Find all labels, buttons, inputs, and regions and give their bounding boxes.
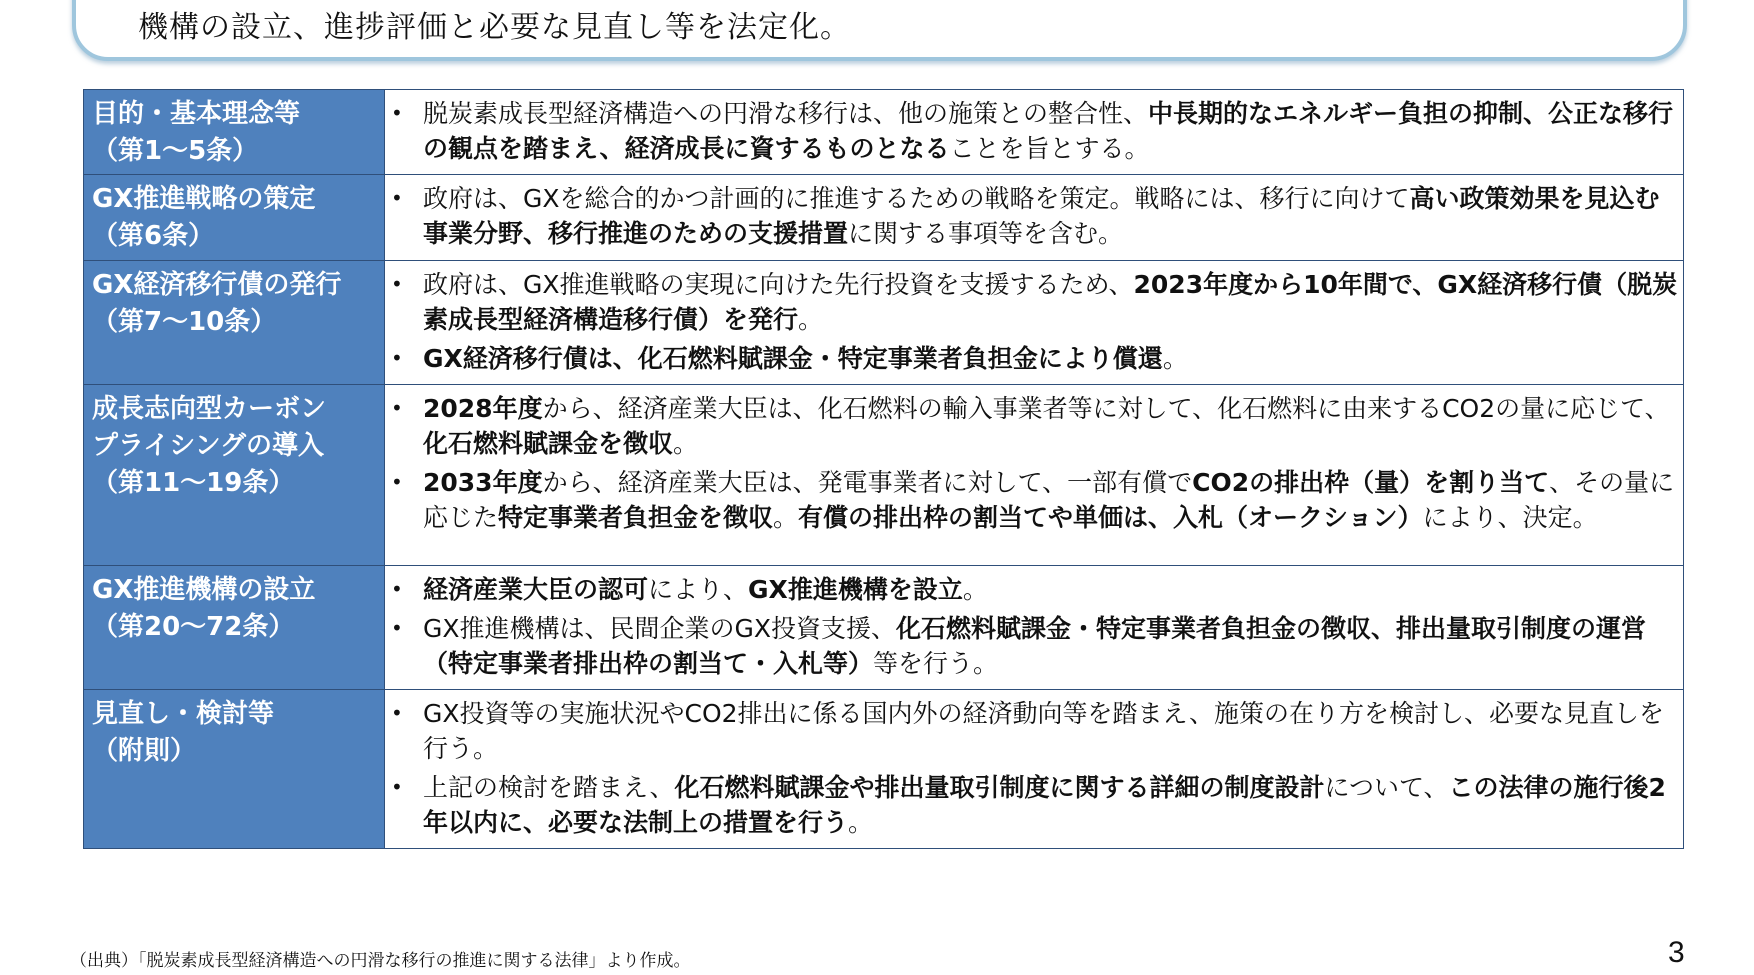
text-segment: から、経済産業大臣は、化石燃料の輸入事業者等に対して、化石燃料に由来するCO2の量に応じて、	[542, 394, 1670, 423]
bullet-list	[385, 696, 1679, 840]
table-body	[84, 90, 1684, 849]
row-title: 見直し・検討等	[92, 699, 275, 729]
bold-text-segment: 中長期的なエネルギー負担の抑制、公正な移行の観点を踏まえ、経済成長に資するものとなる	[423, 99, 1674, 163]
bold-text-segment: 2028年度	[423, 394, 543, 423]
bullet-list	[385, 96, 1679, 166]
text-segment: 政府は、GX推進戦略の実現に向けた先行投資を支援するため、	[423, 270, 1134, 299]
text-segment: 。	[1162, 344, 1188, 373]
bullet-item	[385, 341, 1679, 376]
text-segment: 、その量に応じた	[423, 468, 1675, 532]
bullet-item	[385, 391, 1679, 461]
bullet-list	[385, 181, 1679, 251]
bullet-item	[385, 96, 1679, 166]
bullet-list	[385, 391, 1679, 535]
text-segment: 。	[673, 429, 699, 458]
bullet-item	[385, 696, 1679, 766]
text-segment: ことを旨とする。	[949, 134, 1150, 163]
text-segment: について、	[1324, 773, 1449, 802]
bullet-item	[385, 267, 1679, 337]
text-segment: 。	[848, 808, 874, 837]
table-row	[84, 690, 1684, 849]
row-articles: （第1～5条）	[92, 136, 259, 166]
bullet-list	[385, 267, 1679, 376]
bullet-item	[385, 611, 1679, 681]
table-row	[84, 175, 1684, 261]
table-row	[84, 566, 1684, 690]
row-content-cell	[385, 175, 1684, 261]
text-segment: 等を行う。	[873, 649, 999, 678]
bullet-item	[385, 465, 1679, 535]
row-articles: （第6条）	[92, 221, 215, 251]
bold-text-segment: 化石燃料賦課金や排出量取引制度に関する詳細の制度設計	[674, 773, 1325, 802]
text-segment: に関する事項等を含む。	[848, 219, 1124, 248]
row-heading-cell	[84, 90, 385, 175]
page-number: 3	[1668, 936, 1685, 969]
bullet-item	[385, 181, 1679, 251]
row-content-cell	[385, 690, 1684, 849]
text-segment: GX推進機構は、民間企業のGX投資支援、	[423, 614, 896, 643]
row-title: GX推進機構の設立	[92, 575, 316, 605]
row-heading-cell	[84, 261, 385, 385]
bold-text-segment: 高い政策効果を見込む事業分野、移行推進のための支援措置	[423, 184, 1660, 248]
bullet-item	[385, 572, 1679, 607]
table-row	[84, 261, 1684, 385]
row-content-cell	[385, 90, 1684, 175]
row-heading-cell	[84, 175, 385, 261]
bold-text-segment: 化石燃料賦課金を徴収	[423, 429, 674, 458]
law-summary-table	[83, 89, 1684, 849]
row-title: GX推進戦略の策定	[92, 184, 316, 214]
text-segment: 。	[773, 503, 799, 532]
text-segment: から、経済産業大臣は、発電事業者に対して、一部有償で	[542, 468, 1193, 497]
text-segment: 。	[798, 305, 824, 334]
text-segment: 上記の検討を踏まえ、	[423, 773, 675, 802]
row-articles: （第7～10条）	[92, 307, 277, 337]
row-heading-cell	[84, 385, 385, 566]
row-heading-cell	[84, 566, 385, 690]
row-title: 成長志向型カーボン プライシングの導入	[92, 394, 327, 461]
text-segment: により、	[648, 575, 749, 604]
source-footnote: （出典）「脱炭素成長型経済構造への円滑な移行の推進に関する法律」より作成。	[70, 951, 691, 971]
bold-text-segment: 経済産業大臣の認可	[423, 575, 649, 604]
bold-text-segment: GX推進機構を設立	[748, 575, 963, 604]
text-segment: 政府は、GXを総合的かつ計画的に推進するための戦略を策定。戦略には、移行に向けて	[423, 184, 1410, 213]
row-content-cell	[385, 261, 1684, 385]
text-segment: 。	[962, 575, 988, 604]
bold-text-segment: 2023年度から10年間で、GX経済移行債（脱炭素成長型経済構造移行債）を発行	[423, 270, 1678, 334]
table-row	[84, 90, 1684, 175]
row-title: GX経済移行債の発行	[92, 270, 342, 300]
row-content-cell	[385, 566, 1684, 690]
row-articles: （附則）	[92, 736, 197, 766]
bold-text-segment: CO2の排出枠（量）を割り当て	[1192, 468, 1550, 497]
row-articles: （第20～72条）	[92, 612, 295, 642]
table-row	[84, 385, 1684, 566]
bold-text-segment: 2033年度	[423, 468, 543, 497]
bullet-item	[385, 770, 1679, 840]
row-articles: （第11～19条）	[92, 468, 295, 498]
bold-text-segment: この法律の施行後2年以内に、必要な法制上の措置を行う	[423, 773, 1666, 837]
bold-text-segment: 特定事業者負担金を徴収	[498, 503, 774, 532]
text-segment: により、決定。	[1422, 503, 1598, 532]
bold-text-segment: 化石燃料賦課金・特定事業者負担金の徴収、排出量取引制度の運営（特定事業者排出枠の割当て・入札等）	[423, 614, 1647, 678]
summary-text: 機構の設立、進捗評価と必要な見直し等を法定化。	[138, 10, 851, 45]
row-heading-cell	[84, 690, 385, 849]
text-segment: GX投資等の実施状況やCO2排出に係る国内外の経済動向等を踏まえ、施策の在り方を検討し、必要な見直しを行う。	[423, 699, 1665, 763]
row-content-cell	[385, 385, 1684, 566]
text-segment: 脱炭素成長型経済構造への円滑な移行は、他の施策との整合性、	[423, 99, 1149, 128]
bold-text-segment: GX経済移行債は、化石燃料賦課金・特定事業者負担金により償還	[423, 344, 1163, 373]
row-title: 目的・基本理念等	[92, 99, 301, 129]
bullet-list	[385, 572, 1679, 681]
bold-text-segment: 有償の排出枠の割当てや単価は、入札（オークション）	[798, 503, 1423, 532]
